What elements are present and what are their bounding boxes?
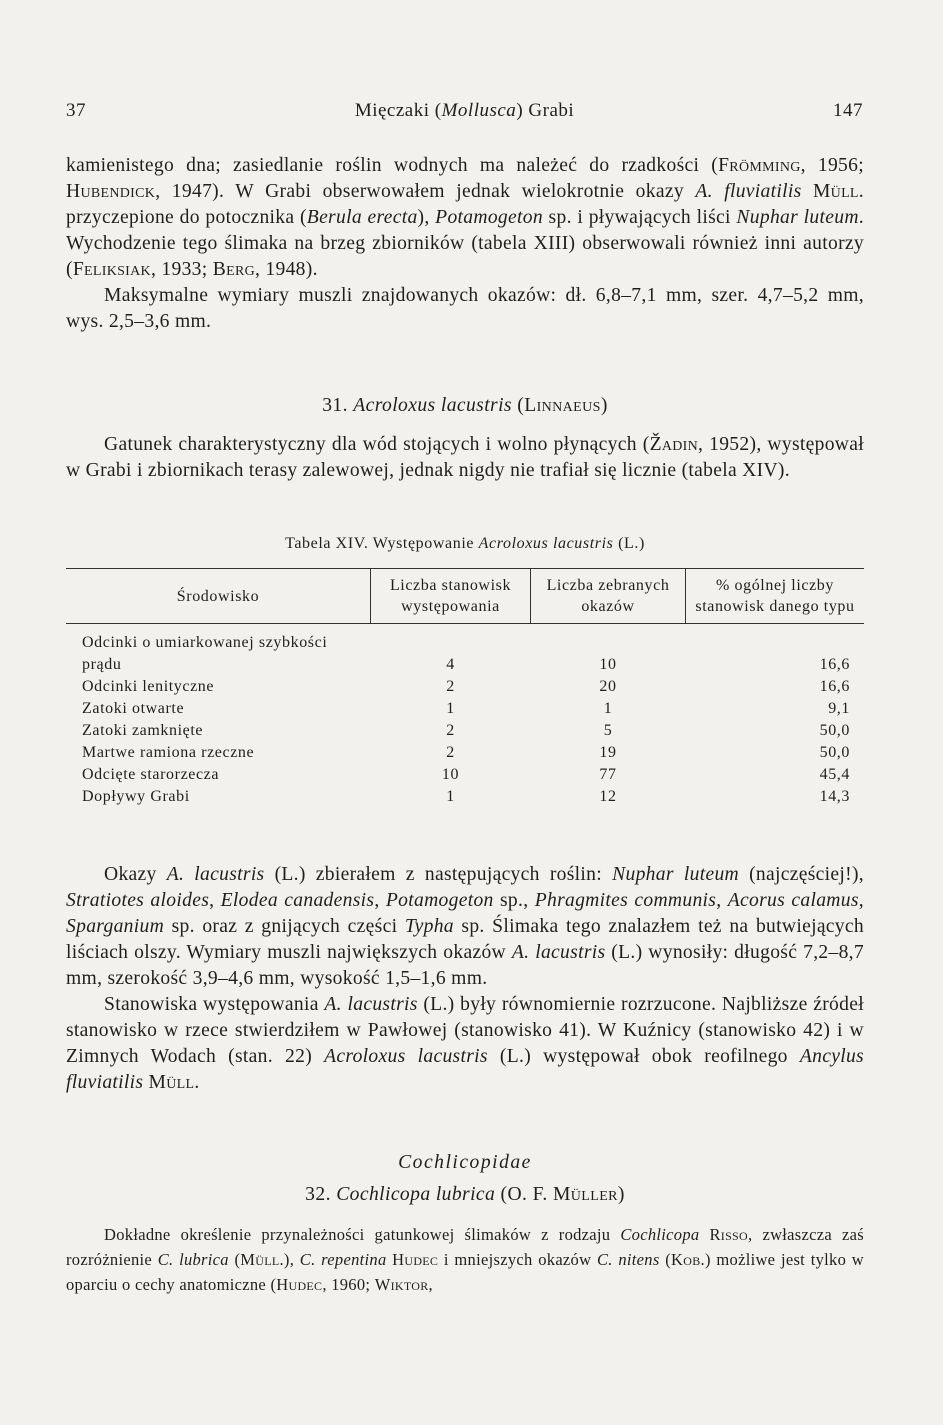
table-row [66, 786, 864, 812]
table-cell: Zatoki otwarte [82, 700, 185, 717]
column-header: Środowisko [66, 569, 371, 624]
table-row [66, 720, 864, 742]
family-heading: Cochlicopidae [398, 1152, 532, 1173]
paragraph-3-block [66, 432, 864, 484]
table-cell: 14,3 [819, 788, 850, 805]
table-cell: 4 [446, 656, 455, 673]
table-header-row [66, 569, 864, 624]
table-cell: 2 [446, 678, 455, 695]
running-title: Mięczaki (Mollusca) Grabi [354, 100, 575, 121]
occurrence-table [66, 568, 864, 812]
table-cell: 50,0 [819, 744, 850, 761]
table-cell: Zatoki zamknięte [82, 722, 204, 739]
table-cell: 16,6 [819, 656, 850, 673]
table-cell: 77 [599, 766, 617, 783]
paragraph-5: Stanowiska występowania A. lacustris (L.) były równomiernie rozrzucone. Najbliższe źródeł stanowisko w rzece stwierdziłem w Pawłowej (stanowisko 41). W Kuźnicy (stanowisko 42) i w Zimnych Wodach (stan. 22) Acroloxus lacustris (L.) występował obok reofilnego Ancylus fluviatilis Müll. [66, 994, 864, 1093]
table-cell: 45,4 [819, 766, 850, 783]
table-cell: 1 [446, 700, 455, 717]
table-cell: 10 [599, 656, 617, 673]
table-row [66, 676, 864, 698]
table-cell: Dopływy Grabi [82, 788, 190, 805]
table-row [66, 624, 864, 677]
running-header [66, 100, 863, 124]
page-number: 147 [833, 100, 863, 121]
table-caption: Tabela XIV. Występowanie Acroloxus lacustris (L.) [285, 535, 645, 552]
table-cell: 10 [441, 766, 460, 783]
paragraph-4-block [66, 862, 864, 1096]
table-row [66, 698, 864, 720]
table-cell: Odcinki o umiarkowanej szybkości prądu [82, 634, 328, 673]
table-cell: 5 [603, 722, 613, 739]
table-row [66, 742, 864, 764]
column-header: Liczba stanowisk występowania [371, 569, 531, 624]
paragraph-6-block [66, 1222, 864, 1297]
table-cell: Odcięte starorzecza [82, 766, 220, 783]
table-cell: 1 [603, 700, 613, 717]
paragraph-6: Dokładne określenie przynależności gatunkowej ślimaków z rodzaju Cochlicopa Risso, zwłaszcza zaś rozróżnienie C. lubrica (Müll.), C. repentina Hudec i mniejszych okazów C. nitens (Kob.) możliwe jest tylko w oparciu o cechy anatomiczne (Hudec, 1960; Wiktor, [66, 1225, 864, 1294]
column-header: Liczba zebranych okazów [531, 569, 686, 624]
table-cell: 12 [599, 788, 617, 805]
species-heading-32: 32. Cochlicopa lubrica (O. F. Müller) [305, 1184, 625, 1205]
species-heading-31: 31. Acroloxus lacustris (Linnaeus) [322, 395, 608, 416]
table-cell: 50,0 [819, 722, 850, 739]
table-cell: 1 [446, 788, 455, 805]
table-cell: 2 [446, 722, 455, 739]
paragraph-3: Gatunek charakterystyczny dla wód stojących i wolno płynących (Žadin, 1952), występował w Grabi i zbiornikach terasy zalewowej, jednak nigdy nie trafiał się licznie (tabela XIV). [66, 434, 864, 481]
table-cell: 2 [446, 744, 455, 761]
paragraph-1: kamienistego dna; zasiedlanie roślin wodnych ma należeć do rzadkości (Frömming, 1956; Hubendick, 1947). W Grabi obserwowałem jednak wielokrotnie okazy A. fluviatilis Müll. przyczepione do potocznika (Berula erecta), Potamogeton sp. i pływających liści Nuphar luteum. Wychodzenie tego ślimaka na brzeg zbiorników (tabela XIII) obserwowali również inni autorzy (Feliksiak, 1933; Berg, 1948). [66, 155, 864, 280]
paragraph-1-block [66, 153, 864, 335]
paragraph-4: Okazy A. lacustris (L.) zbierałem z następujących roślin: Nuphar luteum (najczęściej!), Stratiotes aloides, Elodea canadensis, Potamogeton sp., Phragmites communis, Acorus calamus, Sparganium sp. oraz z gnijących części Typha sp. Ślimaka tego znalazłem też na butwiejących liściach olszy. Wymiary muszli największych okazów A. lacustris (L.) wynosiły: długość 7,2–8,7 mm, szerokość 3,9–4,6 mm, wysokość 1,5–1,6 mm. [66, 864, 865, 989]
table-cell: 19 [599, 744, 617, 761]
table-cell: 20 [599, 678, 617, 695]
column-header: % ogólnej liczby stanowisk danego typu [686, 569, 865, 624]
paragraph-2: Maksymalne wymiary muszli znajdowanych okazów: dł. 6,8–7,1 mm, szer. 4,7–5,2 mm, wys. 2,5–3,6 mm. [66, 285, 864, 332]
table-cell: 9,1 [828, 700, 850, 717]
table-row [66, 764, 864, 786]
table-cell: Odcinki lenityczne [82, 678, 215, 695]
page-left-number: 37 [66, 100, 86, 121]
table-cell: 16,6 [819, 678, 850, 695]
table-cell: Martwe ramiona rzeczne [82, 744, 255, 761]
